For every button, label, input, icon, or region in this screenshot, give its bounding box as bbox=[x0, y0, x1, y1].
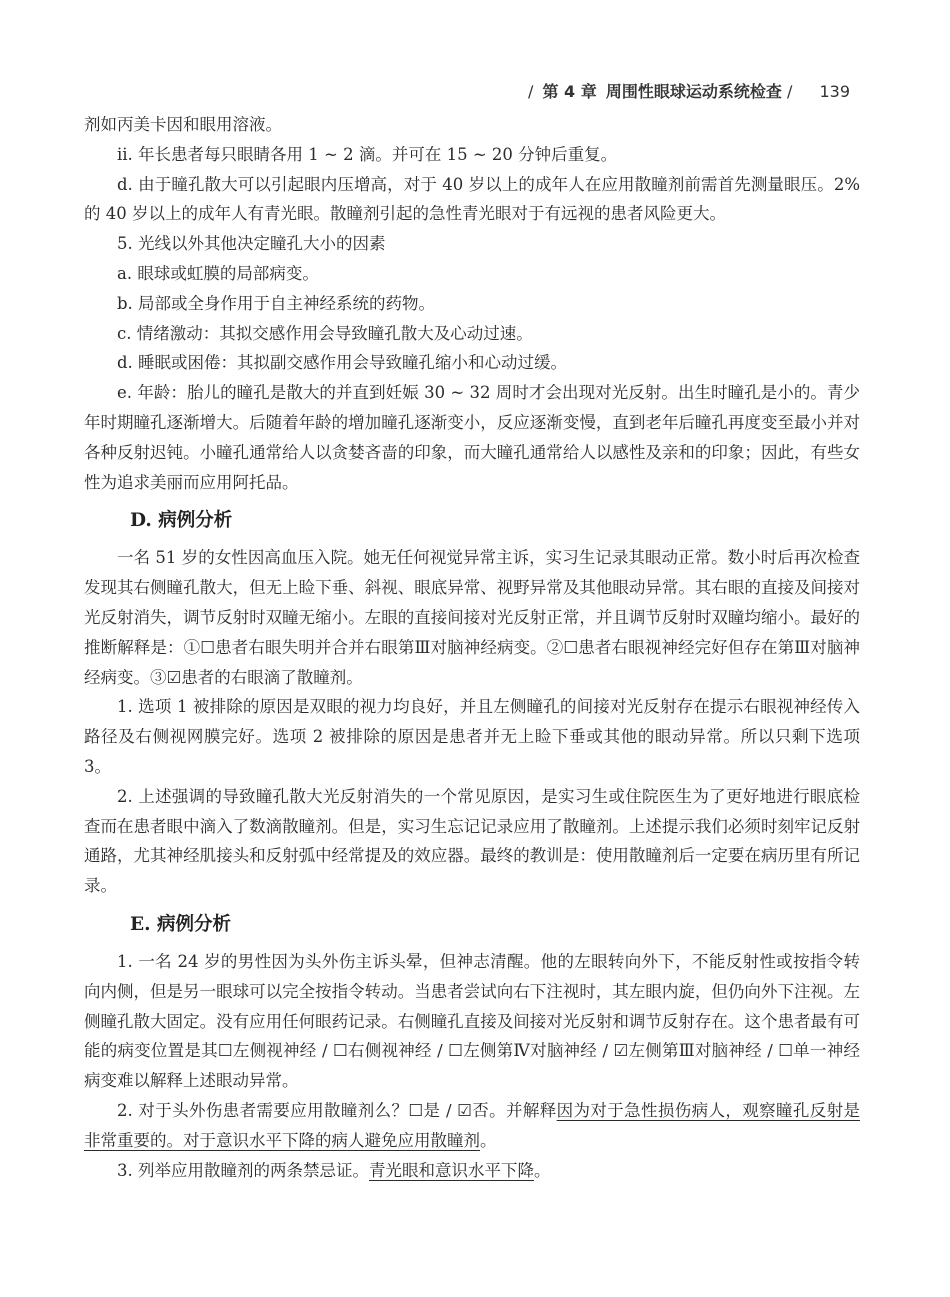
section-d-point-2: 2. 上述强调的导致瞳孔散大光反射消失的一个常见原因，是实习生或住院医生为了更好地进行眼底检查而在患者眼中滴入了数滴散瞳剂。但是，实习生忘记记录应用了散瞳剂。上述提示我们必须时刻牢记反射通路，尤其神经肌接头和反射弧中经常提及的效应器。最终的教训是：使用散瞳剂后一定要在病历里有所记录。 bbox=[84, 786, 860, 896]
section-e-heading bbox=[130, 909, 860, 941]
question-2-end: 。 bbox=[480, 1130, 497, 1150]
paragraph-d-intraocular-pressure: d. 由于瞳孔散大可以引起眼内压增高，对于 40 岁以上的成年人在应用散瞳剂前需首先测量眼压。2% 的 40 岁以上的成年人有青光眼。散瞳剂引起的急性青光眼对于有远视的患者风险更大。 bbox=[84, 174, 860, 224]
paragraph-item-d: d. 睡眠或困倦：其拟副交感作用会导致瞳孔缩小和心动过缓。 bbox=[117, 353, 568, 373]
section-d-point-1: 1. 选项 1 被排除的原因是双眼的视力均良好，并且左侧瞳孔的间接对光反射存在提示右眼视神经传入路径及右侧视网膜完好。选项 2 被排除的原因是患者并无上睑下垂或其他的眼动异常。所以只剩下选项 3。 bbox=[84, 697, 860, 776]
section-e-letter: E. bbox=[130, 913, 151, 935]
paragraph-item-5: 5. 光线以外其他决定瞳孔大小的因素 bbox=[117, 234, 386, 254]
paragraph-continued: 剂如丙美卡因和眼用溶液。 bbox=[84, 115, 282, 134]
section-d-title: 病例分析 bbox=[158, 510, 233, 532]
question-3-end: 。 bbox=[534, 1160, 551, 1180]
paragraph-item-e: e. 年龄：胎儿的瞳孔是散大的并直到妊娠 30 ~ 32 周时才会出现对光反射。出生时瞳孔是小的。青少年时期瞳孔逐渐增大。后随着年龄的增加瞳孔逐渐变小，反应逐渐变慢，直到老年后瞳孔再度变至最小并对各种反射迟钝。小瞳孔通常给人以贪婪吝啬的印象，而大瞳孔通常给人以感性及亲和的印象；因此，有些女性为追求美丽而应用阿托品。 bbox=[84, 383, 860, 492]
section-e-title: 病例分析 bbox=[157, 913, 232, 935]
chapter-label: 第 4 章 bbox=[542, 82, 597, 101]
section-d-case: 一名 51 岁的女性因高血压入院。她无任何视觉异常主诉，实习生记录其眼动正常。数小时后再次检查发现其右侧瞳孔散大，但无上睑下垂、斜视、眼底异常、视野异常及其他眼动异常。其右眼的直接及间接对光反射消失，调节反射时双瞳无缩小。左眼的直接间接对光反射正常，并且调节反射时双瞳均缩小。最好的推断解释是：①☐患者右眼失明并合并右眼第Ⅲ对脑神经病变。②☐患者右眼视神经完好但存在第Ⅲ对脑神经病变。③☑患者的右眼滴了散瞳剂。 bbox=[84, 548, 860, 687]
question-3-answer: 青光眼和意识水平下降 bbox=[369, 1160, 534, 1180]
paragraph-item-c: c. 情绪激动：其拟交感作用会导致瞳孔散大及心动过速。 bbox=[117, 323, 533, 343]
section-d-letter: D. bbox=[130, 510, 152, 532]
paragraph-item-b: b. 局部或全身作用于自主神经系统的药物。 bbox=[117, 293, 436, 313]
section-d-heading bbox=[130, 505, 860, 537]
running-header bbox=[528, 79, 850, 102]
question-3-lead: 3. 列举应用散瞳剂的两条禁忌证。 bbox=[117, 1160, 369, 1180]
question-2-answer: 因为对于急性损伤病人，观察瞳孔反射是非常重要的。对于意识水平下降的病人避免应用散瞳剂 bbox=[84, 1100, 860, 1150]
paragraph-item-a: a. 眼球或虹膜的局部病变。 bbox=[117, 263, 319, 283]
page-body bbox=[84, 110, 860, 1185]
section-e-question-2 bbox=[84, 1096, 860, 1156]
chapter-title: 周围性眼球运动系统检查 bbox=[605, 82, 782, 101]
header-separator-right: ∕ bbox=[786, 82, 793, 101]
section-e-question-1: 1. 一名 24 岁的男性因为头外伤主诉头晕，但神志清醒。他的左眼转向外下，不能反射性或按指令转向内侧，但是另一眼球可以完全按指令转动。当患者尝试向右下注视时，其左眼内旋，但仍向外下注视。左侧瞳孔散大固定。没有应用任何眼药记录。右侧瞳孔直接及间接对光反射和调节反射存在。这个患者最有可能的病变位置是其☐左侧视神经 ∕ ☐右侧视神经 ∕ ☐左侧第Ⅳ对脑神经 ∕ ☑左侧第Ⅲ对脑神经 ∕ ☐单一神经病变难以解释上述眼动异常。 bbox=[84, 951, 860, 1091]
question-2-lead: 2. 对于头外伤患者需要应用散瞳剂么？☐是 ∕ ☑否。并解释 bbox=[117, 1100, 557, 1120]
paragraph-ii-dosage: ⅱ. 年长患者每只眼睛各用 1 ~ 2 滴。并可在 15 ~ 20 分钟后重复。 bbox=[117, 144, 618, 164]
page-number: 139 bbox=[819, 82, 850, 101]
section-e-question-3 bbox=[84, 1156, 860, 1186]
header-separator-left: ∕ bbox=[528, 82, 534, 101]
